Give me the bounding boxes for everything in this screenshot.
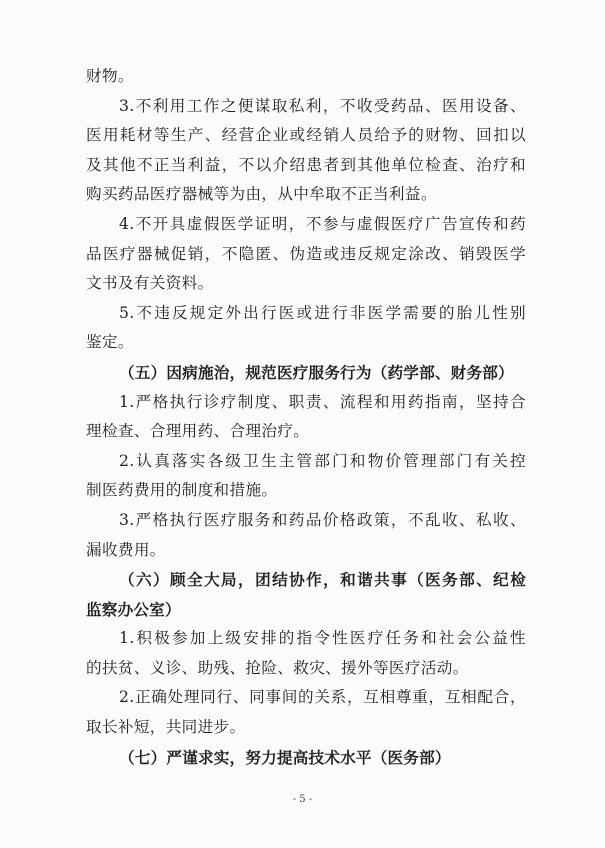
section-heading-7: （七）严谨求实，努力提高技术水平（医务部） bbox=[119, 747, 451, 767]
text-line-02: 3.不利用工作之便谋取私利，不收受药品、医用设备、 bbox=[119, 96, 526, 115]
text-line-15: 制医药费用的制度和措施。 bbox=[86, 481, 278, 500]
text-line-07: 品医疗器械促销，不隐匿、伪造或违反规定涂改、销毁医学 bbox=[86, 244, 526, 263]
text-line-01: 财物。 bbox=[86, 67, 134, 85]
text-line-16: 3.严格执行医疗服务和药品价格政策，不乱收、私收、 bbox=[119, 510, 526, 529]
text-line-04: 及其他不正当利益，不以介绍患者到其他单位检查、治疗和 bbox=[86, 155, 526, 174]
text-line-23: 取长补短，共同进步。 bbox=[86, 718, 246, 737]
page-number: - 5 - bbox=[292, 794, 313, 805]
text-line-21: 的扶贫、义诊、助残、抢险、救灾、援外等医疗活动。 bbox=[86, 658, 469, 677]
text-line-09: 5.不违反规定外出行医或进行非医学需要的胎儿性别 bbox=[119, 303, 526, 322]
text-line-08: 文书及有关资料。 bbox=[86, 274, 214, 293]
text-line-14: 2.认真落实各级卫生主管部门和物价管理部门有关控 bbox=[119, 451, 526, 470]
document-body bbox=[86, 62, 526, 772]
text-line-13: 理检查、合理用药、合理治疗。 bbox=[86, 422, 310, 441]
section-heading-6-cont: 监察办公室） bbox=[86, 599, 181, 619]
text-line-22: 2.正确处理同行、同事间的关系，互相尊重，互相配合， bbox=[119, 688, 526, 707]
text-line-10: 鉴定。 bbox=[86, 333, 134, 352]
text-line-20: 1.积极参加上级安排的指令性医疗任务和社会公益性 bbox=[119, 629, 526, 648]
section-heading-6: （六）顾全大局，团结协作，和谐共事（医务部、纪检 bbox=[119, 570, 526, 590]
section-heading-5: （五）因病施治，规范医疗服务行为（药学部、财务部） bbox=[119, 362, 514, 382]
text-line-17: 漏收费用。 bbox=[86, 540, 166, 559]
text-line-05: 购买药品医疗器械等为由，从中牟取不正当利益。 bbox=[86, 185, 437, 204]
text-line-12: 1.严格执行诊疗制度、职责、流程和用药指南，坚持合 bbox=[119, 392, 526, 411]
text-line-06: 4.不开具虚假医学证明，不参与虚假医疗广告宣传和药 bbox=[119, 214, 526, 233]
text-line-03: 医用耗材等生产、经营企业或经销人员给予的财物、回扣以 bbox=[86, 126, 526, 145]
